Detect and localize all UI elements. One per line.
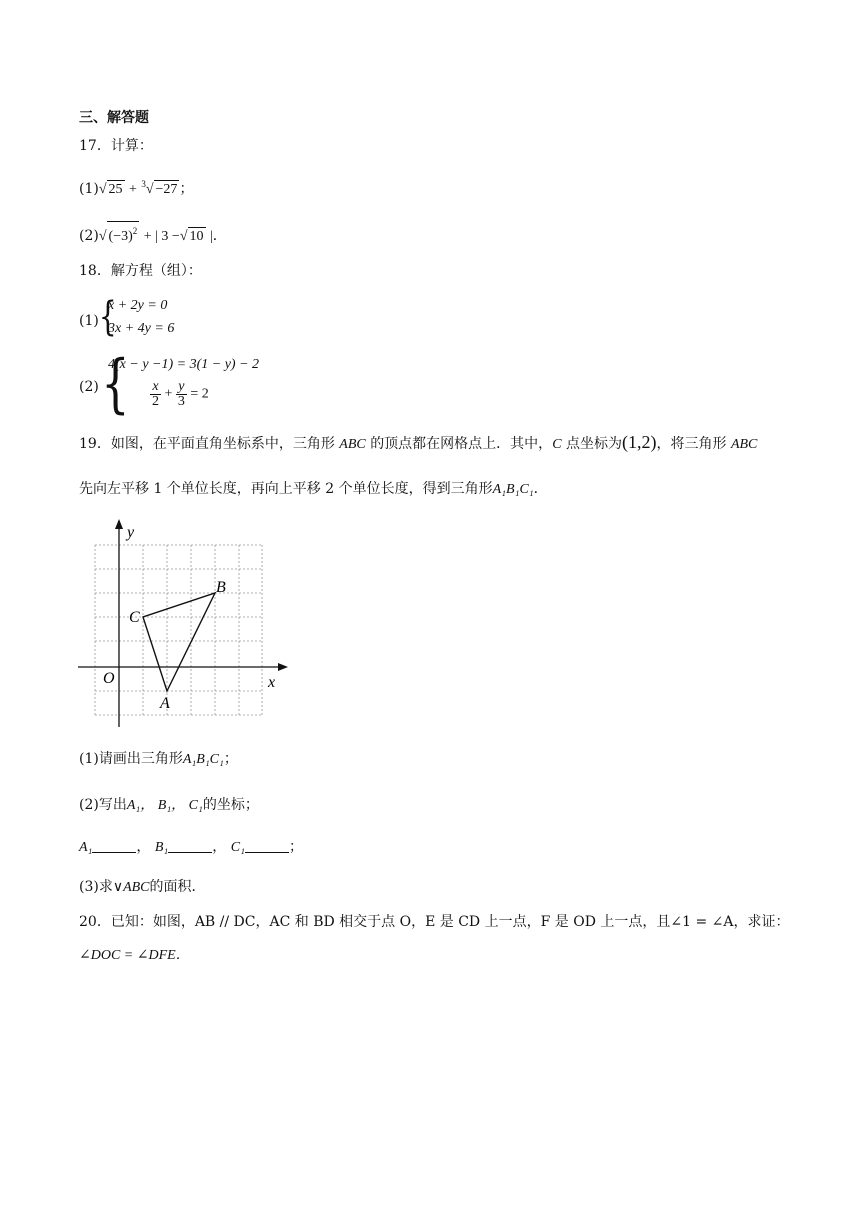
q19-part1 [79, 750, 238, 769]
q19-line1 [79, 433, 757, 454]
y-axis-label: y [127, 524, 135, 541]
q19-ans-a-label: A₁ [79, 840, 93, 855]
q17-p1-index: 3 [141, 179, 146, 189]
point-a-label: A [160, 695, 170, 712]
q18-stem: 18．解方程（组）： [79, 263, 202, 279]
origin-label: O [103, 670, 115, 687]
q17-p1-label: (1) [79, 181, 99, 197]
q19-p3-end: 的面积． [149, 879, 206, 895]
q18-p2-label: (2) [79, 379, 99, 395]
q19-ans-sep-2: ， [212, 839, 227, 855]
q18-p1-label: (1) [79, 313, 99, 329]
q18-p2-fx-den: 2 [152, 394, 159, 409]
q19-l1-d: 点坐标为 [565, 436, 622, 452]
q17-p1-end: ； [179, 181, 194, 197]
q17-part2: (2)√ $(-3)^2$ + | 3 −√ 10 |． [79, 221, 227, 246]
x-axis-arrow-icon [278, 663, 288, 671]
q19-ans-b-blank[interactable] [168, 840, 212, 853]
q19-part3 [79, 878, 206, 897]
q18-p2-fy-num: y [176, 380, 187, 395]
q19-coordinate-grid [74, 515, 294, 730]
q19-p1-end: ； [223, 751, 238, 767]
q17-p1-op: + [128, 182, 137, 197]
q19-ans-sep-1: ， [136, 839, 151, 855]
q18-p2-eq1: 4(x − y −1) = 3(1 − y) − 2 [108, 357, 260, 372]
triangle-abc [143, 593, 215, 691]
q19-l1-e: ，将三角形 [656, 436, 727, 452]
q19-l1-b: 的顶点都在网格点上．其中， [370, 436, 553, 452]
q19-part2 [79, 796, 259, 815]
q19-ans-c-label: C₁ [230, 840, 245, 855]
q19-p2-text: (2)写出 [79, 797, 127, 813]
q19-ans-c-blank[interactable] [245, 840, 289, 853]
point-c-label: C [129, 609, 140, 626]
x-axis-label: x [268, 674, 276, 691]
q17-p2-radicand: 10 [189, 229, 204, 244]
q19-l1-abc: ABC [339, 437, 366, 452]
q18-p1-eq1: x + 2y = 0 [108, 298, 168, 313]
section-title: 三、解答题 [79, 110, 149, 126]
q19-p3-text: (3)求∨ [79, 879, 124, 895]
q18-p1-brace: { [98, 294, 117, 340]
q17-p2-label: (2) [79, 228, 99, 244]
q18-p2-eq2 [150, 380, 209, 409]
y-axis-arrow-icon [115, 519, 123, 529]
q19-l1-abc2: ABC [730, 437, 758, 452]
q18-p2-plus: + [164, 386, 173, 402]
q19-p1-text: (1)请画出三角形 [79, 751, 183, 767]
q19-ans-b-label: B₁ [154, 840, 169, 855]
q19-l2-a: 先向左平移 1 个单位长度，再向上平移 2 个单位长度，得到三角形 [79, 481, 493, 497]
q19-l2-end: ． [533, 481, 548, 497]
q20-line2: ∠DOC = ∠DFE． [79, 948, 190, 963]
q19-p3-tri: ABC [123, 880, 150, 895]
q17-p1-radicand: 25 [108, 182, 123, 197]
q19-p2-list: A₁， B₁， C₁ [126, 798, 203, 813]
q18-p2-fx-num: x [150, 380, 161, 395]
q19-ans-a-blank[interactable] [92, 840, 136, 853]
q19-ans-end: ； [288, 839, 303, 855]
q19-p2-end: 的坐标； [202, 797, 259, 813]
q19-answer-blanks [79, 838, 303, 857]
q19-l1-a: 19．如图，在平面直角坐标系中，三角形 [79, 436, 335, 452]
point-b-label: B [216, 579, 226, 596]
q17-stem: 17．计算： [79, 138, 153, 154]
q17-p2-exp: 2 [132, 226, 138, 236]
q18-p2-brace: { [101, 347, 130, 421]
q20-line1: 20．已知：如图，AB // DC，AC 和 BD 相交于点 O，E 是 CD 上一点，F 是 OD 上一点，且∠1 = ∠A，求证： [79, 914, 790, 930]
q17-p1-cube-radicand: −27 [155, 182, 178, 197]
q17-p2-base: (−3) [108, 229, 133, 244]
q17-part1: (1)√ 25 + $^3$√ −27 ； [79, 179, 194, 197]
q19-line2 [79, 480, 548, 499]
q17-p2-end: |． [209, 229, 227, 244]
q18-p2-fy-den: 3 [177, 394, 185, 409]
q17-p2-rest: + | 3 − [143, 229, 180, 244]
q18-p2-rhs: = 2 [190, 386, 209, 402]
q19-l1-coord: (1,2) [621, 432, 657, 452]
q19-l1-c: C [552, 437, 562, 452]
q19-l2-tri: A₁B₁C₁ [492, 482, 534, 497]
q18-p1-eq2: 3x + 4y = 6 [108, 321, 175, 336]
grid-lines [95, 545, 262, 715]
q19-p1-tri: A₁B₁C₁ [182, 752, 224, 767]
